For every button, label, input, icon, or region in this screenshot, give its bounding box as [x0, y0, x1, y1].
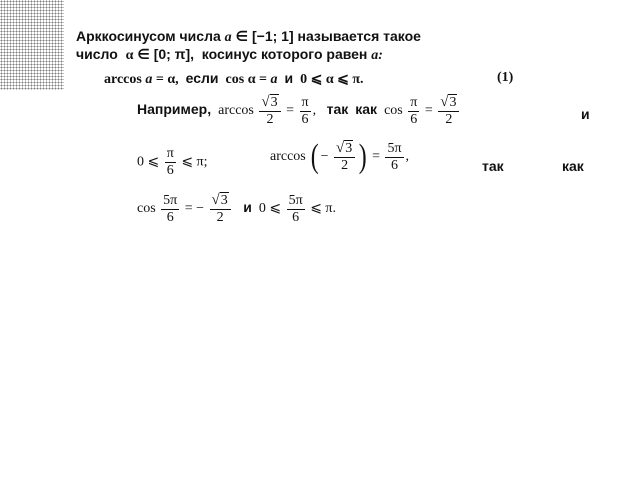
kak-word: как	[562, 158, 584, 174]
arccos-label: arccos	[218, 103, 254, 119]
definition-line-1	[76, 28, 421, 46]
le-pi: ⩽ π;	[181, 154, 208, 170]
example-line-2	[137, 146, 208, 179]
fraction-sqrt3-over-2	[438, 94, 459, 128]
zero-le: 0 ⩽	[137, 154, 160, 170]
if-word: если	[185, 70, 219, 86]
element-of-symbol: ∈	[235, 28, 249, 44]
variable-a: a	[145, 72, 153, 87]
and-word: и	[243, 199, 252, 216]
denominator: 6	[166, 163, 174, 178]
denominator: 2	[216, 210, 224, 225]
left-paren: (	[310, 138, 319, 175]
variable-a: a	[270, 72, 278, 87]
example-arccos-negative	[270, 140, 409, 174]
numerator: π	[410, 94, 418, 110]
example-intro: Например,	[137, 101, 212, 118]
fraction-pi-over-6	[165, 146, 176, 179]
element-of-symbol: ∈	[137, 46, 150, 62]
interval: [−1; 1]	[251, 28, 294, 44]
fraction-pi-over-6	[408, 95, 419, 128]
comma: ,	[405, 149, 410, 165]
variable-a: a	[224, 30, 232, 45]
sqrt-sign: √3	[261, 94, 278, 110]
and-word: и	[284, 70, 294, 86]
kak-word: как	[355, 101, 378, 118]
alpha-range: 0 ⩽ α ⩽ π.	[300, 72, 364, 87]
arccos-label: arccos	[270, 149, 306, 165]
sqrt-sign: √3	[336, 140, 353, 156]
radicand: 3	[449, 95, 457, 110]
le-pi: ⩽ π.	[310, 201, 337, 217]
fraction-pi-over-6	[300, 95, 311, 128]
denominator: 6	[391, 157, 398, 173]
definition-line-2	[76, 46, 383, 64]
sqrt-sign: √3	[440, 94, 457, 110]
cos-label: cos	[384, 103, 403, 119]
definition-text: число	[76, 46, 118, 62]
definition-text: косинус которого равен	[201, 46, 368, 62]
example-line-1	[137, 94, 461, 128]
denominator: 6	[301, 111, 309, 127]
numerator: 5π	[387, 140, 402, 156]
cos-label: cos	[225, 72, 245, 87]
variable-a: a:	[371, 48, 383, 63]
cos-label: cos	[137, 201, 156, 217]
equals-sign: =	[424, 103, 433, 119]
formula-1	[104, 70, 364, 88]
denominator: 6	[292, 209, 300, 225]
fraction-sqrt3-over-2	[259, 94, 280, 128]
fraction-sqrt3-over-2	[210, 192, 231, 226]
denominator: 2	[445, 112, 453, 127]
equals-alpha: = α,	[155, 72, 179, 87]
formula-number: (1)	[497, 70, 514, 85]
interval: [0; π],	[153, 46, 195, 62]
fraction-sqrt3-over-2	[334, 140, 355, 174]
definition-text: Арккосинусом числа	[76, 28, 221, 44]
radicand: 3	[270, 95, 278, 110]
fraction-5pi-over-6	[287, 193, 305, 226]
numerator: 5π	[288, 192, 303, 208]
comma: ,	[312, 103, 317, 119]
equals-minus: = −	[184, 201, 205, 217]
denominator: 6	[410, 111, 418, 127]
sqrt-sign: √3	[211, 192, 228, 208]
denominator: 2	[266, 112, 274, 127]
definition-text: называется такое	[297, 28, 421, 44]
denominator: 6	[166, 209, 174, 225]
decorative-dot-pattern	[0, 0, 64, 90]
and-word: и	[581, 106, 590, 122]
radicand: 3	[220, 193, 228, 208]
arccos-label: arccos	[104, 72, 142, 87]
zero-le: 0 ⩽	[258, 201, 282, 217]
fraction-5pi-over-6	[161, 193, 179, 226]
radicand: 3	[345, 141, 353, 156]
variable-alpha: α	[125, 48, 134, 63]
numerator: 5π	[163, 192, 178, 208]
tak-word: так	[326, 101, 349, 118]
minus-sign: −	[320, 149, 329, 165]
numerator: π	[166, 146, 174, 161]
numerator: π	[301, 94, 309, 110]
tak-word: так	[482, 158, 504, 174]
example-line-3	[137, 192, 336, 226]
equals-sign: =	[372, 149, 380, 165]
alpha-equals: α =	[247, 72, 267, 87]
denominator: 2	[341, 158, 349, 173]
right-paren: )	[358, 138, 367, 175]
fraction-5pi-over-6	[385, 141, 403, 174]
equals-sign: =	[286, 103, 295, 119]
